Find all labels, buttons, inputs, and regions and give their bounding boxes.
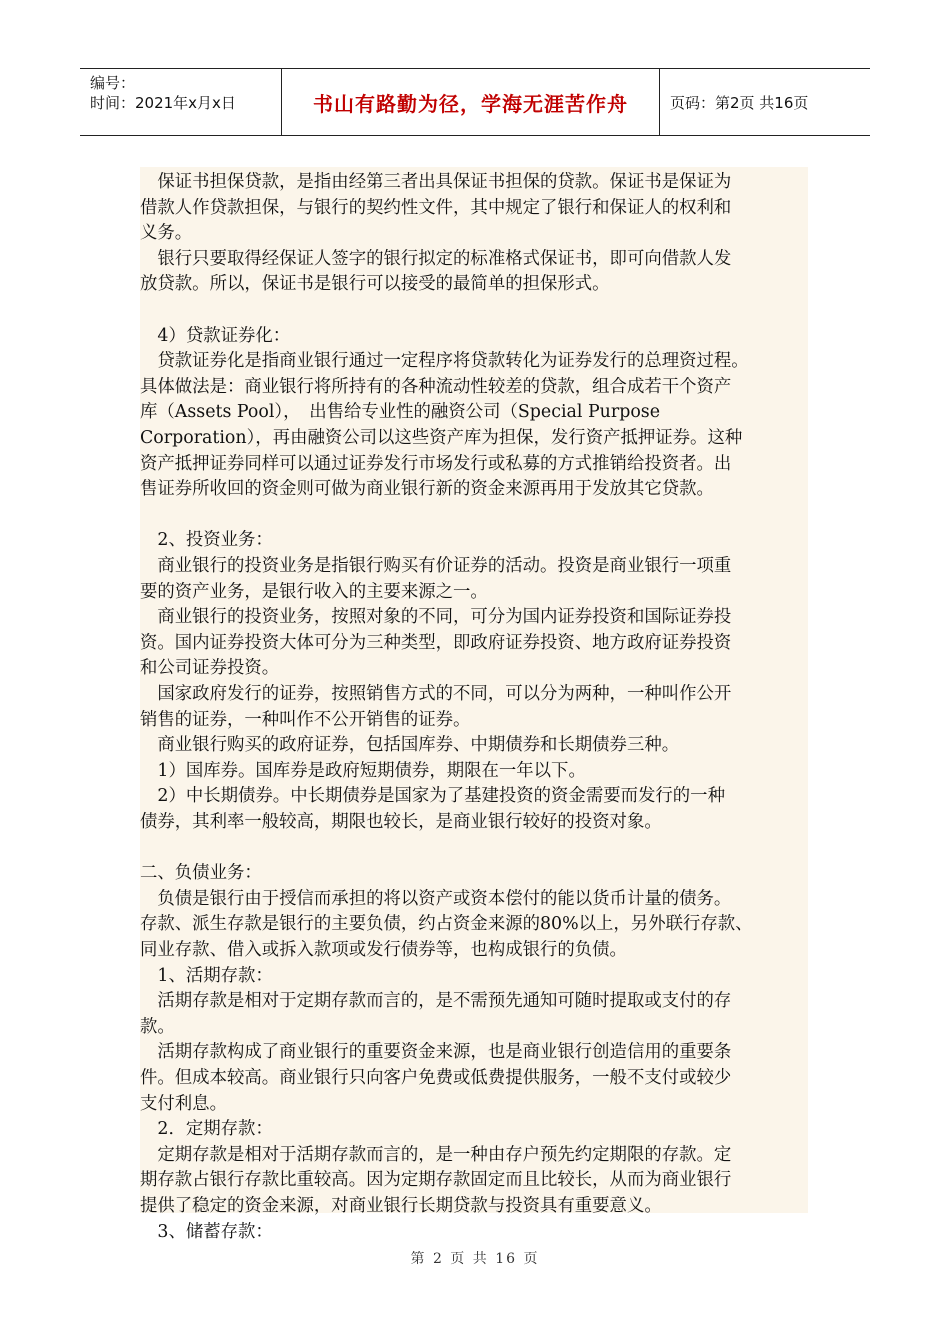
text-line: 商业银行的投资业务是指银行购买有价证券的活动。投资是商业银行一项重 (140, 556, 732, 576)
text-line: Corporation），再由融资公司以这些资产库为担保，发行资产抵押证券。这种 (140, 428, 743, 448)
text-line: 存款、派生存款是银行的主要负债，约占资金来源的80%以上，另外联行存款、 (140, 914, 753, 935)
text-line: 贷款证券化是指商业银行通过一定程序将贷款转化为证券发行的总理资过程。 (140, 351, 749, 372)
text-line: 2．定期存款： (140, 1119, 273, 1140)
text-line: 1、活期存款： (140, 965, 273, 986)
text-line: 商业银行购买的政府证券，包括国库券、中期债券和长期债券三种。 (140, 735, 680, 756)
text-line: 国家政府发行的证券，按照销售方式的不同，可以分为两种，一种叫作公开 (140, 684, 732, 704)
text-line: 负债是银行由于授信而承担的将以资产或资本偿付的能以货币计量的债务。 (140, 888, 732, 909)
text-line: 3、储蓄存款： (140, 1221, 273, 1242)
text-line: 资产抵押证券同样可以通过证券发行市场发行或私募的方式推销给投资者。出 (140, 453, 732, 474)
text-line: 和公司证券投资。 (140, 658, 280, 679)
header-time: 时间：2021年x月x日 (90, 94, 236, 112)
text-line: 保证书担保贷款，是指由经第三者出具保证书担保的贷款。保证书是保证为 (140, 172, 732, 192)
header-page-info: 页码：第2页 共16页 (670, 93, 809, 112)
text-line: 款。 (140, 1016, 175, 1037)
text-line: 售证券所收回的资金则可做为商业银行新的资金来源再用于发放其它贷款。 (140, 479, 714, 500)
header-meta (80, 69, 282, 135)
page-header (80, 68, 870, 136)
text-line: 二、负债业务： (140, 863, 262, 884)
text-line: 放贷款。所以，保证书是银行可以接受的最简单的担保形式。 (140, 274, 610, 295)
text-line: 2、投资业务： (140, 530, 273, 551)
text-line: 库（Assets Pool）， 出售给专业性的融资公司（Special Purpose (140, 402, 661, 423)
text-line: 活期存款构成了商业银行的重要资金来源，也是商业银行创造信用的重要条 (140, 1042, 732, 1063)
text-line: 要的资产业务，是银行收入的主要来源之一。 (140, 581, 488, 602)
text-line: 支付利息。 (140, 1093, 227, 1114)
text-line: 定期存款是相对于活期存款而言的，是一种由存户预先约定期限的存款。定 (140, 1144, 732, 1165)
text-line: 资。国内证券投资大体可分为三种类型，即政府证券投资、地方政府证券投资 (140, 632, 732, 653)
text-line: 具体做法是：商业银行将所持有的各种流动性较差的贷款，组合成若干个资产 (140, 376, 732, 397)
page-footer: 第 2 页 共 16 页 (410, 1251, 540, 1267)
text-line: 义务。 (140, 223, 193, 244)
text-line: 银行只要取得经保证人签字的银行拟定的标准格式保证书，即可向借款人发 (140, 248, 732, 269)
text-line: 借款人作贷款担保，与银行的契约性文件，其中规定了银行和保证人的权利和 (140, 197, 732, 218)
text-line: 4）贷款证券化： (140, 325, 291, 346)
header-motto: 书山有路勤为径，学海无涯苦作舟 (282, 69, 660, 135)
text-line: 同业存款、借入或拆入款项或发行债券等，也构成银行的负债。 (140, 940, 627, 960)
text-line: 活期存款是相对于定期存款而言的，是不需预先通知可随时提取或支付的存 (140, 991, 732, 1012)
text-line: 期存款占银行存款比重较高。因为定期存款固定而且比较长，从而为商业银行 (140, 1170, 732, 1191)
text-line: 销售的证券，一种叫作不公开销售的证券。 (140, 709, 471, 730)
header-number: 编号： (90, 74, 136, 92)
text-line: 债券，其利率一般较高，期限也较长，是商业银行较好的投资对象。 (140, 812, 662, 832)
text-line: 商业银行的投资业务，按照对象的不同，可分为国内证券投资和国际证券投 (140, 607, 732, 628)
text-line: 2）中长期债券。中长期债券是国家为了基建投资的资金需要而发行的一种 (140, 786, 725, 807)
text-line: 件。但成本较高。商业银行只向客户免费或低费提供服务，一般不支付或较少 (140, 1068, 732, 1088)
text-line: 1）国库券。国库券是政府短期债券，期限在一年以下。 (140, 760, 586, 781)
text-line: 提供了稳定的资金来源，对商业银行长期贷款与投资具有重要意义。 (140, 1196, 662, 1216)
